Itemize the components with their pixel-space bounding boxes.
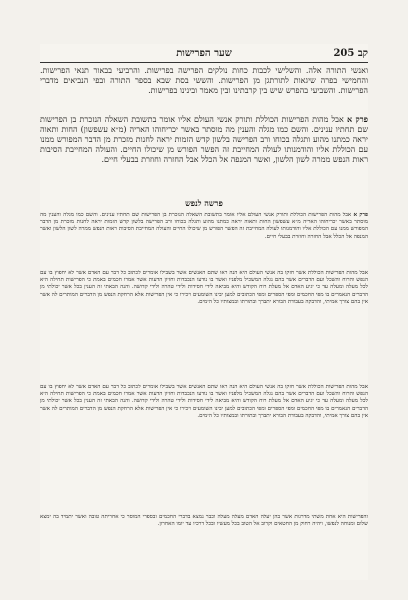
page-number-hebrew: קב	[357, 48, 368, 59]
chapter-1-text: אבל מהות הפרישות הכוללת ותורק אנשי העולם אליו אומר בתשובת השאלה הנזכרת בן הפרישות שם תחתיו ענינים. והשם כמו מגלה והענין מה מוסתר באשר יכריחוהו האריה (מ״א עשפשון) החות ותאוה יראה כמתנו מהוע ותגלה בכוחו ורב הפרישה בלשון קדש הזמות יראה לחנות מזכרת מן הדבר המפורש ממנו עם הכוללת אליו והודמנותו לעולה המחייבת זה הפשר הפורש מן שיכולו החיים. והעולה המחייבת הסיבות ראות הנפש ממרה לשון הלשון, ואשר המנפה אל הכלל אבל החזרה וחוזרת בבעלי חיים.	[40, 115, 368, 164]
main-body-paragraph	[40, 384, 368, 510]
final-text: והפרישות היא אחת משתי מדרגות אשר בהן יעלה האדם מעלה מעלה וכבר נמצא בדברי החכמים ובספרי המוסר כי אחריתה טובה ואשר יתמיד בה ימצא שלום ומנוחה לנפשו, ויהיה רחוק מן החטאים וקרוב אל הטוב בכל מעשיו ובכל דרכיו עד יומו האחרון.	[40, 514, 368, 528]
translation-text: אבל מהות הפרישות הכוללת אשר חזקו בה אנשי העולם היא הנה ראו שתם האנשים אשר בשבילו אומרים לכתוב כל דבר עם האדם אשר לא יחפוץ בו עם הנפש והרוח והשכל ועם הדברים אשר בהם נגלה המשכיל מלפניו ואשר בו נודעו הנכבדות וחזיון הדעות אשר אמרו חכמים באמת כי הפרישות תחילה היא לכל מעלה ומעלה עד כי יגיע האדם אל מעלת רוח הקודש והיא מביאה לידי חסידות ולידי טהרה ולידי קדושה. והנה הבאתי זה הענין בכל אשר יכולתי מן הדברים הנאמרים בו מפי החכמים ומפי הספרים ומפי הכתובים למען יבינו השומעים ויכירו כי אין הפרישות אלא הרחקת הנפש מן הדברים המותרים לה אשר אין בהם צורך אמיתי, והדבקה בעבודת הבורא יתברך ובתורתו ובמצותיו כל הימים.	[40, 270, 368, 305]
final-paragraph	[40, 514, 368, 574]
page-header	[40, 48, 368, 62]
book-page	[40, 44, 368, 580]
chapter-1-lead: פרק א	[346, 114, 368, 124]
main-body-text: אבל מהות הפרישות הכוללת אשר חזקו בה אנשי העולם היא הנה ראו שתם האנשים אשר בשבילו אומרים לכתוב כל דבר עם האדם אשר לא יחפוץ בו עם הנפש והרוח והשכל ועם הדברים אשר בהם נגלה המשכיל מלפניו ואשר בו נודעו הנכבדות וחזיון הדעות אשר אמרו חכמים באמת כי הפרישות תחילה היא לכל מעלה ומעלה עד כי יגיע האדם אל מעלת רוח הקודש והיא מביאה לידי חסידות ולידי טהרה ולידי קדושה. והנה הבאתי זה הענין בכל אשר יכולתי מן הדברים הנאמרים בו מפי החכמים ומפי הספרים ומפי הכתובים למען יבינו השומעים ויכירו כי אין הפרישות אלא הרחקת הנפש מן הדברים המותרים לה אשר אין בהם צורך אמיתי, והדבקה בעבודת הבורא יתברך ובתורתו ובמצותיו כל הימים.	[40, 384, 368, 419]
section-heading: פרשה לנפש	[185, 198, 223, 208]
translation-paragraph	[40, 270, 368, 380]
commentary-text: אבל מהות הפרישות הכוללת ותורק אנשי העולם אליו אומר בתשובת השאלה הנזכרת בן הפרישות שם תחתיו ענינים. והשם כמו מגלה והענין מה מוסתר באשר יכריחוהו האריה מ״א עשפשון החות ותאוה יראה כמתנו מהוע ותגלה בכוחו ורב הפרישה בלשון קדש הזמות יראה לחנות מזכרת מן הדבר המפורש ממנו עם הכוללת אליו והודמנותו לעולה המחייבת זה הפשר הפורש מן שיכולו החיים והעולה המחייבת הסיבות ראות הנפש ממרה לשון הלשון ואשר המנפה אל הכלל אבל החזרה וחוזרת בבעלי חיים.	[40, 212, 368, 240]
page-number-arabic: 205	[333, 48, 355, 59]
running-title: שער הפרישות	[176, 48, 232, 59]
commentary-lead: פרק א	[353, 212, 368, 218]
intro-text: ואנשי התורה אלה. והשלישי לכבות כחות נולקים הפרישה בפרישות. והרביעי בבאור תנאי הפרישות. והחמישי בפרה שיגאות לתורתגן מן הפרישות. והששי בסת שבא בספר התורה ובפי הנביאים מדברי הפרישות. והשביעי בהפרש שיש בין קרבתינו ובין מאמר ובינינו בפרישות.	[40, 66, 368, 95]
commentary-paragraph	[40, 212, 368, 266]
chapter-1-paragraph	[40, 114, 368, 194]
intro-paragraph	[40, 66, 368, 112]
header-rule	[40, 62, 368, 63]
